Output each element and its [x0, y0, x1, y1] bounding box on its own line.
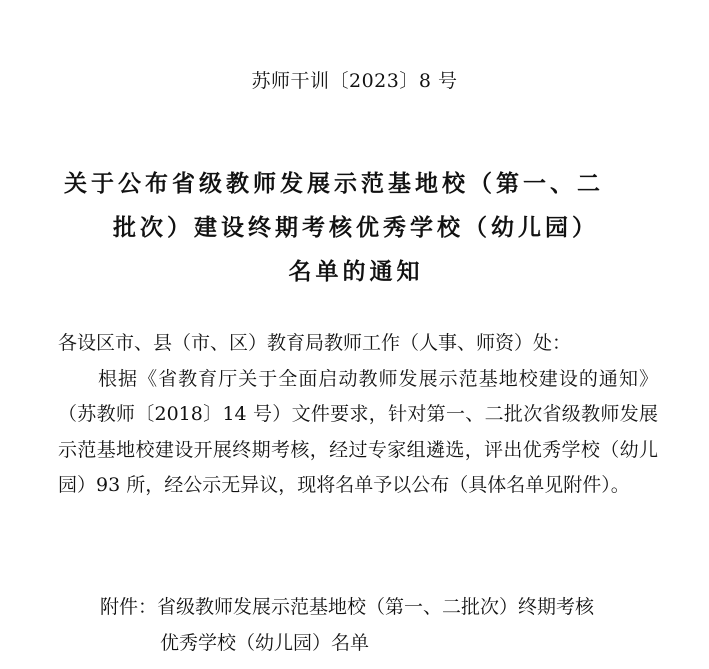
attachment-note: [100, 590, 660, 661]
attachment-line-2: 优秀学校（幼儿园）名单: [160, 631, 370, 654]
addressee-line: 各设区市、县（市、区）教育局教师工作（人事、师资）处：: [58, 332, 572, 354]
document-body: [58, 326, 658, 504]
title-line-2: 批次）建设终期考核优秀学校（幼儿园）: [113, 214, 599, 241]
document-title: [46, 162, 666, 294]
attachment-line-1: 附件：省级教师发展示范基地校（第一、二批次）终期考核: [100, 596, 595, 618]
title-line-3: 名单的通知: [288, 258, 424, 285]
document-number: 苏师干训〔2023〕8 号: [251, 70, 458, 92]
title-line-1: 关于公布省级教师发展示范基地校（第一、二: [64, 170, 604, 197]
body-paragraph: 根据《省教育厅关于全面启动教师发展示范基地校建设的通知》（苏教师〔2018〕14 号）文件要求，针对第一、二批次省级教师发展示范基地校建设开展终期考核，经过专家组遴选，评出优秀学校（幼儿园）93 所，经公示无异议，现将名单予以公布（具体名单见附件）。: [58, 367, 658, 496]
